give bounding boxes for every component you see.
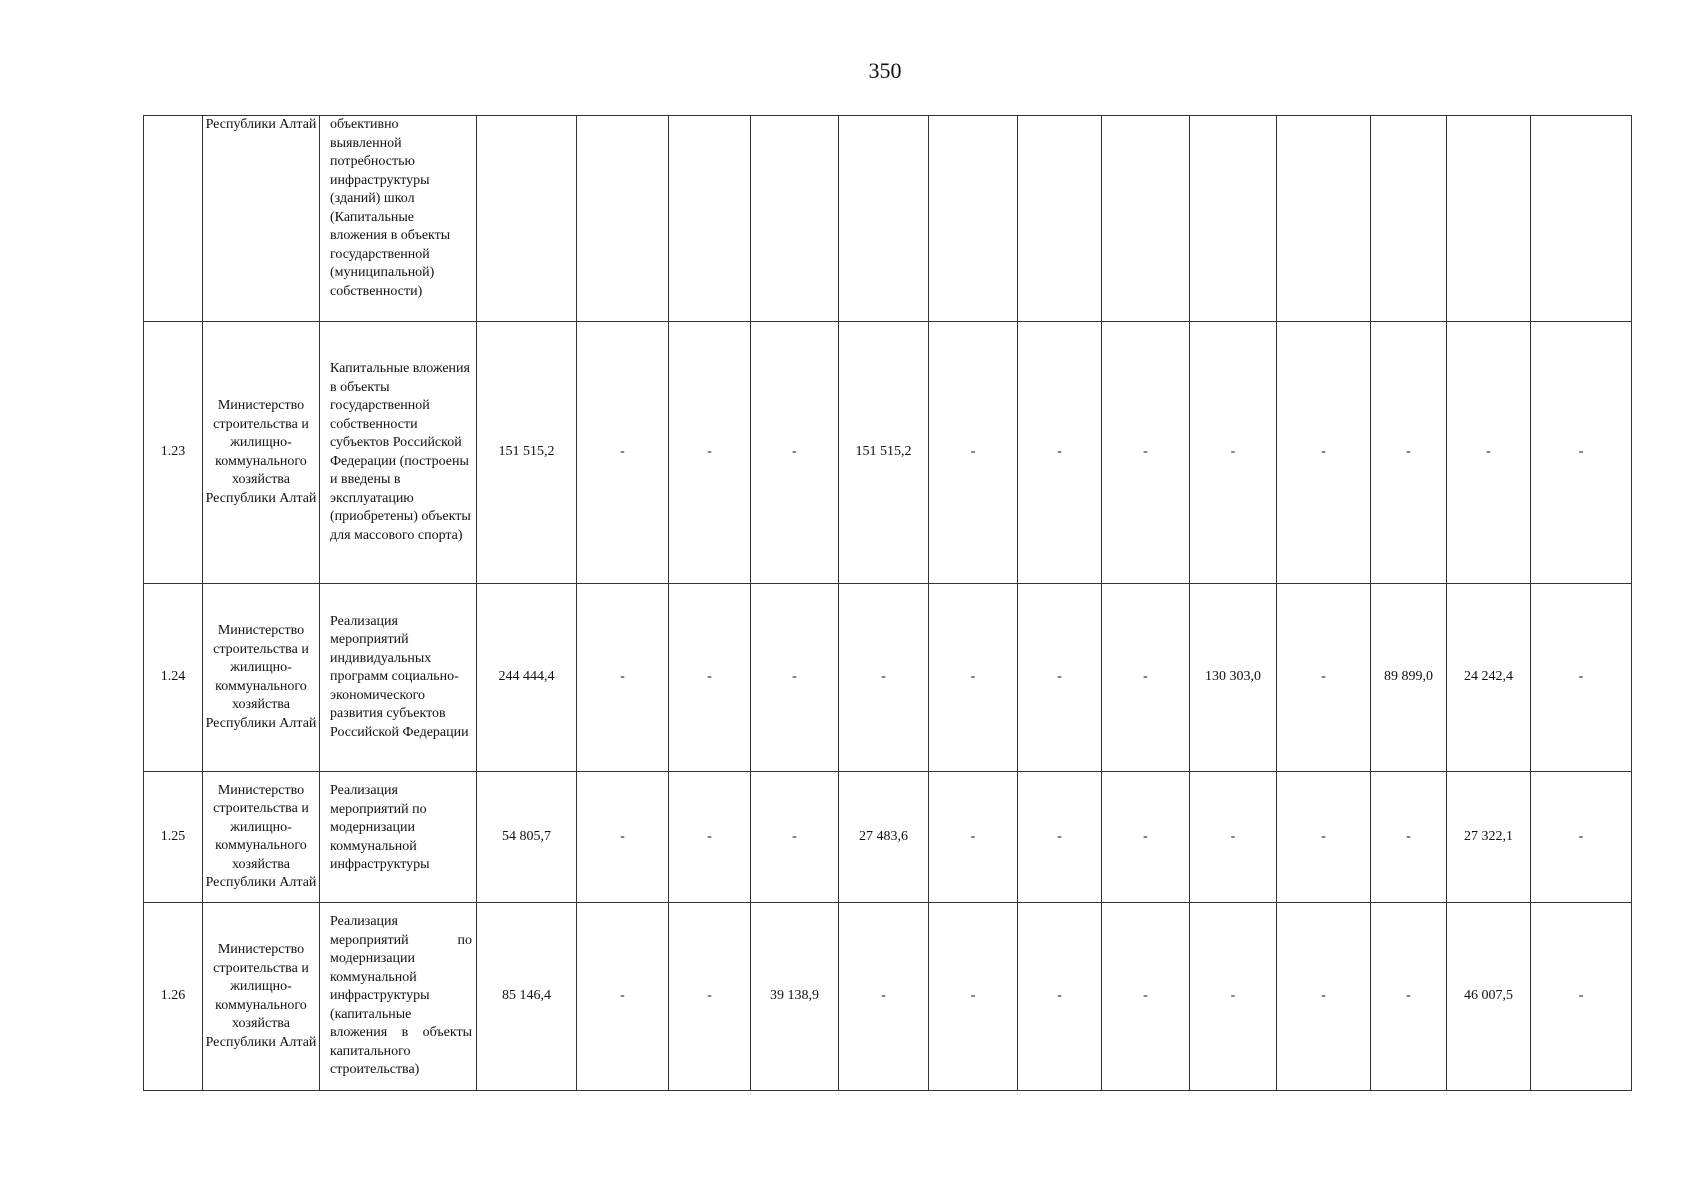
amount-cell: - [839, 903, 929, 1091]
amount-cell: - [669, 772, 751, 903]
measure-name: Реализация мероприятий по модернизации коммунальной инфраструктуры [320, 772, 477, 903]
amount-cell: - [1102, 772, 1190, 903]
amount-cell: - [1277, 772, 1371, 903]
amount-cell: - [577, 903, 669, 1091]
amount-cell: - [1102, 903, 1190, 1091]
amount-cell [1102, 116, 1190, 322]
amount-cell: - [577, 772, 669, 903]
table-row [144, 772, 1632, 903]
amount-cell: - [1277, 903, 1371, 1091]
table-row [144, 584, 1632, 772]
measure-name: Реализация мероприятий по модернизации коммунальной инфраструктуры (капитальные вложения в объекты капитального строительства) [320, 903, 477, 1091]
amount-cell [1277, 116, 1371, 322]
amount-cell [1371, 116, 1447, 322]
measure-name: Капитальные вложения в объекты государственной собственности субъектов Российской Федерации (построены и введены в эксплуатацию (приобретены) объекты для массового спорта) [320, 322, 477, 584]
row-number: 1.24 [144, 584, 203, 772]
responsible-organization: Министерство строительства и жилищно-коммунального хозяйства Республики Алтай [203, 584, 320, 772]
amount-cell [751, 116, 839, 322]
row-number [144, 116, 203, 322]
amount-cell: - [929, 772, 1018, 903]
amount-cell: - [751, 322, 839, 584]
amount-cell: 130 303,0 [1190, 584, 1277, 772]
amount-cell: 85 146,4 [477, 903, 577, 1091]
amount-cell: - [1102, 322, 1190, 584]
amount-cell [669, 116, 751, 322]
amount-cell: - [929, 903, 1018, 1091]
amount-cell [929, 116, 1018, 322]
row-number: 1.25 [144, 772, 203, 903]
amount-cell: 27 483,6 [839, 772, 929, 903]
table-row [144, 116, 1632, 322]
amount-cell: - [1018, 322, 1102, 584]
amount-cell: - [1190, 322, 1277, 584]
table-row [144, 322, 1632, 584]
amount-cell: - [669, 584, 751, 772]
amount-cell [1531, 116, 1632, 322]
amount-cell: - [577, 584, 669, 772]
amount-cell [1018, 116, 1102, 322]
amount-cell: - [1447, 322, 1531, 584]
amount-cell: - [1277, 322, 1371, 584]
amount-cell: 244 444,4 [477, 584, 577, 772]
amount-cell: - [751, 772, 839, 903]
responsible-organization: Министерство строительства и жилищно-коммунального хозяйства Республики Алтай [203, 772, 320, 903]
amount-cell: - [1371, 903, 1447, 1091]
amount-cell: - [929, 322, 1018, 584]
row-number: 1.26 [144, 903, 203, 1091]
responsible-organization: Республики Алтай [203, 116, 320, 322]
amount-cell: - [1531, 584, 1632, 772]
amount-cell [577, 116, 669, 322]
amount-cell [477, 116, 577, 322]
amount-cell: 151 515,2 [839, 322, 929, 584]
amount-cell: - [929, 584, 1018, 772]
amount-cell: 46 007,5 [1447, 903, 1531, 1091]
amount-cell: - [669, 903, 751, 1091]
row-number: 1.23 [144, 322, 203, 584]
amount-cell: - [1277, 584, 1371, 772]
amount-cell: - [1531, 772, 1632, 903]
responsible-organization: Министерство строительства и жилищно-коммунального хозяйства Республики Алтай [203, 903, 320, 1091]
amount-cell: - [1018, 903, 1102, 1091]
measure-name: объективно выявленной потребностью инфраструктуры (зданий) школ (Капитальные вложения в объекты государственной (муниципальной) собственности) [320, 116, 477, 322]
amount-cell: 151 515,2 [477, 322, 577, 584]
responsible-organization: Министерство строительства и жилищно-коммунального хозяйства Республики Алтай [203, 322, 320, 584]
amount-cell: - [1531, 903, 1632, 1091]
amount-cell: 27 322,1 [1447, 772, 1531, 903]
amount-cell: 39 138,9 [751, 903, 839, 1091]
amount-cell: - [839, 584, 929, 772]
amount-cell [1447, 116, 1531, 322]
amount-cell: - [1018, 584, 1102, 772]
amount-cell: - [1190, 772, 1277, 903]
amount-cell: - [577, 322, 669, 584]
page-number: 350 [868, 58, 902, 83]
amount-cell: - [1371, 322, 1447, 584]
amount-cell: - [1531, 322, 1632, 584]
table-row [144, 903, 1632, 1091]
amount-cell [1190, 116, 1277, 322]
amount-cell [839, 116, 929, 322]
amount-cell: - [1102, 584, 1190, 772]
amount-cell: - [669, 322, 751, 584]
amount-cell: 89 899,0 [1371, 584, 1447, 772]
measure-name: Реализация мероприятий индивидуальных программ социально-экономического развития субъектов Российской Федерации [320, 584, 477, 772]
budget-table [143, 115, 1632, 1091]
amount-cell: - [751, 584, 839, 772]
amount-cell: - [1018, 772, 1102, 903]
amount-cell: 54 805,7 [477, 772, 577, 903]
amount-cell: - [1371, 772, 1447, 903]
amount-cell: - [1190, 903, 1277, 1091]
amount-cell: 24 242,4 [1447, 584, 1531, 772]
